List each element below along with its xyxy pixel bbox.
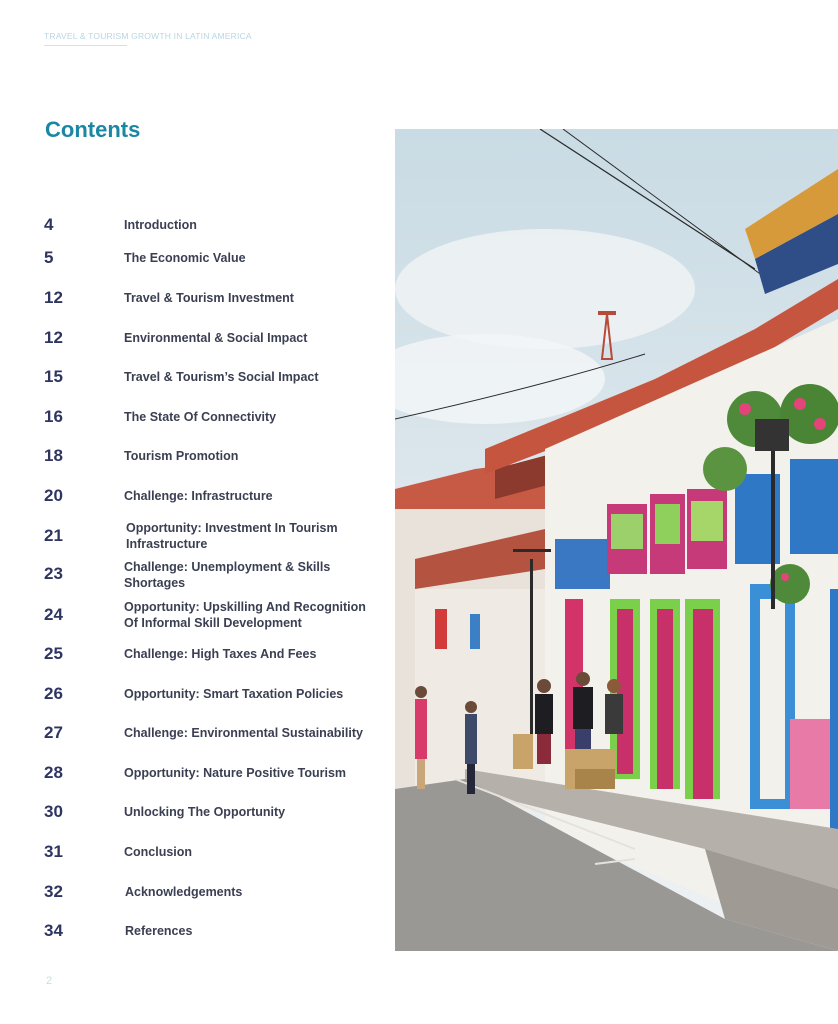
toc-page-number: 28 xyxy=(44,763,63,782)
toc-page-number: 16 xyxy=(44,407,63,426)
toc-page-number: 23 xyxy=(44,564,63,583)
toc-page-number: 5 xyxy=(44,248,54,267)
toc-entry[interactable] xyxy=(0,914,395,948)
toc-entry[interactable] xyxy=(0,716,395,750)
toc-entry[interactable] xyxy=(0,598,395,632)
toc-page-number: 18 xyxy=(44,446,63,465)
toc-entry[interactable] xyxy=(0,795,395,829)
toc-entry[interactable] xyxy=(0,756,395,790)
toc-label: Opportunity: Nature Positive Tourism xyxy=(124,766,347,780)
street-photo xyxy=(395,129,838,951)
toc-page-number: 20 xyxy=(44,486,63,505)
toc-label: Challenge: High Taxes And Fees xyxy=(124,647,317,661)
toc-entry[interactable] xyxy=(0,241,395,275)
toc-label: Tourism Promotion xyxy=(124,449,239,463)
toc-page-number: 12 xyxy=(44,288,63,307)
toc-page-number: 4 xyxy=(44,215,54,234)
toc-entry[interactable] xyxy=(0,637,395,671)
toc-label: References xyxy=(125,924,193,938)
street-illustration xyxy=(395,129,838,951)
toc-entry[interactable] xyxy=(0,677,395,711)
toc-label: Unlocking The Opportunity xyxy=(124,805,286,819)
toc-label: Opportunity: Upskilling And Recognition Of Informal Skill Development xyxy=(124,600,366,630)
toc-page-number: 12 xyxy=(44,328,63,347)
toc-label: The Economic Value xyxy=(124,251,246,265)
toc-entry[interactable] xyxy=(0,360,395,394)
page-number: 2 xyxy=(46,975,53,987)
toc-label: Acknowledgements xyxy=(125,885,243,899)
toc-page-number: 27 xyxy=(44,723,63,742)
toc-label: Opportunity: Smart Taxation Policies xyxy=(124,687,344,701)
page-title: Contents xyxy=(45,117,141,142)
toc-page-number: 15 xyxy=(44,367,63,386)
toc-page-number: 31 xyxy=(44,842,63,861)
header-rule xyxy=(44,45,127,46)
toc-entry[interactable] xyxy=(0,479,395,513)
toc-label: Travel & Tourism Investment xyxy=(124,291,294,305)
toc-label: The State Of Connectivity xyxy=(124,410,277,424)
toc-entry[interactable] xyxy=(0,439,395,473)
toc-page-number: 25 xyxy=(44,644,63,663)
toc-entry[interactable] xyxy=(0,400,395,434)
toc-entry[interactable] xyxy=(0,208,395,242)
toc-page-number: 21 xyxy=(44,526,63,545)
toc-page-number: 32 xyxy=(44,882,63,901)
toc-label: Conclusion xyxy=(124,845,193,859)
toc-label: Challenge: Unemployment & Skills Shortages xyxy=(124,560,331,590)
toc-label: Travel & Tourism’s Social Impact xyxy=(124,370,319,384)
toc-entry[interactable] xyxy=(0,519,395,553)
toc-label: Opportunity: Investment In Tourism Infrastructure xyxy=(126,521,338,551)
toc-page-number: 34 xyxy=(44,921,63,940)
toc-label: Challenge: Infrastructure xyxy=(124,489,273,503)
toc-label: Challenge: Environmental Sustainability xyxy=(124,726,363,740)
toc-entry[interactable] xyxy=(0,835,395,869)
toc-page-number: 30 xyxy=(44,802,63,821)
toc-page-number: 26 xyxy=(44,684,63,703)
toc-page-number: 24 xyxy=(44,605,63,624)
toc-entry[interactable] xyxy=(0,875,395,909)
toc-entry[interactable] xyxy=(0,321,395,355)
toc-label: Introduction xyxy=(124,218,197,232)
running-header: TRAVEL & TOURISM GROWTH IN LATIN AMERICA xyxy=(44,31,252,41)
toc-entry[interactable] xyxy=(0,281,395,315)
toc-label: Environmental & Social Impact xyxy=(124,331,308,345)
toc-entry[interactable] xyxy=(0,557,395,591)
